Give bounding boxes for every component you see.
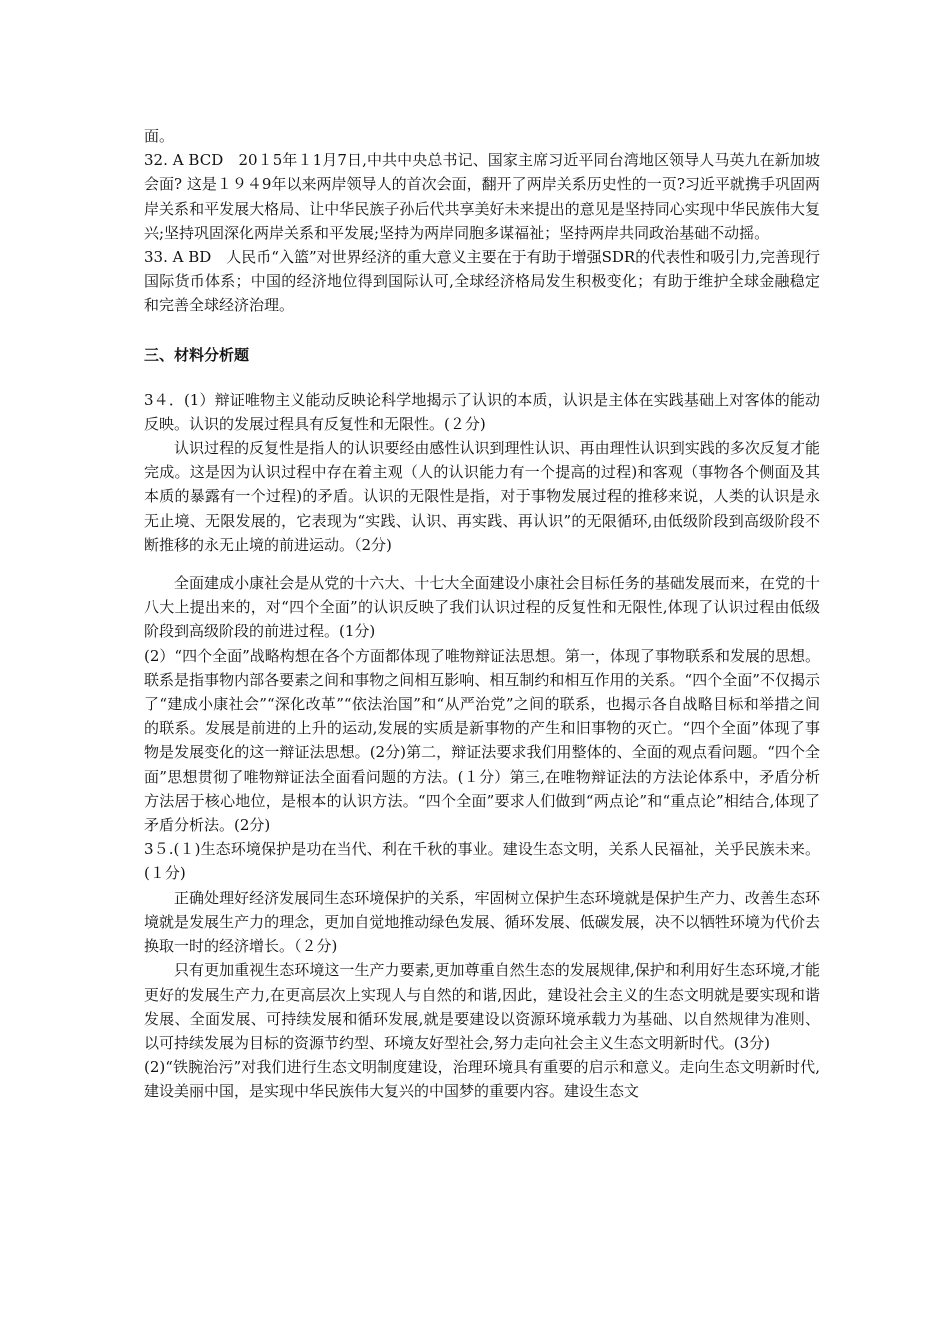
q34-paragraph-2: 认识过程的反复性是指人的认识要经由感性认识到理性认识、再由理性认识到实践的多次反复才能完成。这是因为认识过程中存在着主观（人的认识能力有一个提高的过程)和客观（事物各个侧面及其本质的暴露有一个过程)的矛盾。认识的无限性是指，对于事物发展过程的推移来说，人类的认识是永无止境、无限发展的，它表现为“实践、认识、再实践、再认识”的无限循环,由低级阶段到高级阶段不断推移的永无止境的前进运动。（2分): [144, 439, 820, 554]
section-title: 三、材料分析题: [144, 345, 250, 364]
document-page: [144, 124, 820, 1104]
q34-part1: 3４．(1）辩证唯物主义能动反映论科学地揭示了认识的本质，认识是主体在实践基础上对客体的能动反映。认识的发展过程具有反复性和无限性。(２分): [144, 390, 820, 433]
q34-part2: (2）“四个全面”战略构想在各个方面都体现了唯物辩证法思想。第一，体现了事物联系和发展的思想。联系是指事物内部各要素之间和事物之间相互影响、相互制约和相互作用的关系。“四个全面”不仅揭示了“建成小康社会”“深化改革”“依法治国”和“从严治党”之间的联系，也揭示各自战略目标和举措之间的联系。发展是前进的上升的运动,发展的实质是新事物的产生和旧事物的灭亡。“四个全面”体现了事物是发展变化的这一辩证法思想。(2分)第二，辩证法要求我们用整体的、全面的观点看问题。“四个全面”思想贯彻了唯物辩证法全面看问题的方法。(１分）第三,在唯物辩证法的方法论体系中，矛盾分析方法居于核心地位，是根本的认识方法。“四个全面”要求人们做到“两点论”和“重点论”相结合,体现了矛盾分析法。(2分): [144, 646, 820, 835]
answer-33: 33. A BD 人民币“入篮”对世界经济的重大意义主要在于有助于增强SDR的代表性和吸引力,完善现行国际货币体系；中国的经济地位得到国际认可,全球经济格局发生积极变化；有助于维护全球金融稳定和完善全球经济治理。: [144, 248, 820, 315]
q35-part2: (2)“铁腕治污”对我们进行生态文明制度建设，治理环境具有重要的启示和意义。走向生态文明新时代,建设美丽中国，是实现中华民族伟大复兴的中国梦的重要内容。建设生态文: [144, 1058, 820, 1101]
q35-part1: 3５.(１)生态环境保护是功在当代、利在千秋的事业。建设生态文明，关系人民福祉，关乎民族未来。(１分): [144, 840, 820, 883]
paragraph-continuation: 面。: [144, 127, 175, 145]
answer-32: 32. A BCD 20１5年１1月7日,中共中央总书记、国家主席习近平同台湾地区领导人马英九在新加坡会面? 这是１９４9年以来两岸领导人的首次会面，翻开了两岸关系历史性的一页?习近平就携手巩固两岸关系和平发展大格局、让中华民族子孙后代共享美好未来提出的意见是坚持同心实现中华民族伟大复兴;坚持巩固深化两岸关系和平发展;坚持为两岸同胞多谋福祉；坚持两岸共同政治基础不动摇。: [144, 151, 820, 242]
q35-paragraph-3: 只有更加重视生态环境这一生产力要素,更加尊重自然生态的发展规律,保护和利用好生态环境,才能更好的发展生产力,在更高层次上实现人与自然的和谐,因此，建设社会主义的生态文明就是要实现和谐发展、全面发展、可持续发展和循环发展,就是要建设以资源环境承载力为基础、以自然规律为准则、以可持续发展为目标的资源节约型、环境友好型社会,努力走向社会主义生态文明新时代。(3分): [144, 961, 820, 1052]
q34-paragraph-3: 全面建成小康社会是从党的十六大、十七大全面建设小康社会目标任务的基础发展而来，在党的十八大上提出来的，对“四个全面”的认识反映了我们认识过程的反复性和无限性,体现了认识过程由低级阶段到高级阶段的前进过程。(1分): [144, 574, 820, 641]
q35-paragraph-2: 正确处理好经济发展同生态环境保护的关系，牢固树立保护生态环境就是保护生产力、改善生态环境就是发展生产力的理念，更加自觉地推动绿色发展、循环发展、低碳发展，决不以牺牲环境为代价去换取一时的经济增长。（２分): [144, 888, 820, 956]
